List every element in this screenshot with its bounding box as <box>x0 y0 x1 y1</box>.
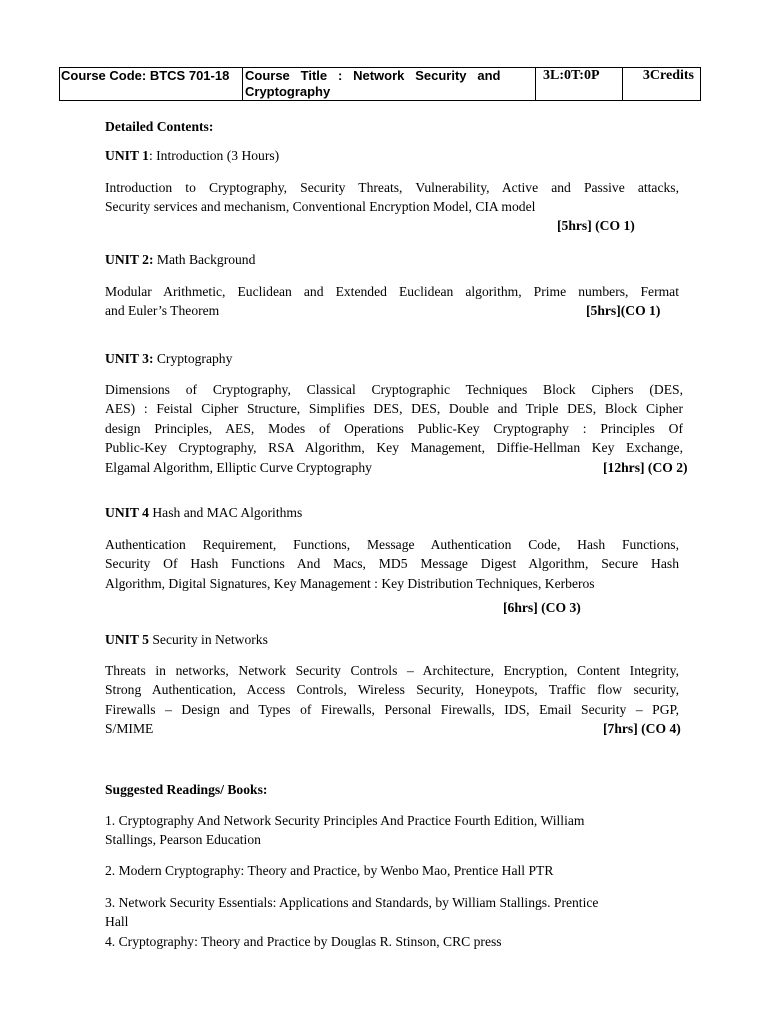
unit-4-label: UNIT 4 <box>105 505 149 520</box>
unit-1-hours: [5hrs] (CO 1) <box>557 218 635 233</box>
unit-5-label: UNIT 5 <box>105 632 149 647</box>
unit-5-heading-line <box>105 630 679 649</box>
unit-3-body-line: design Principles, AES, Modes of Operations Public-Key Cryptography : Principles Of <box>105 420 683 436</box>
unit-5-hours: [7hrs] (CO 4) <box>603 721 681 736</box>
unit-2-body-line: and Euler’s Theorem <box>105 303 220 319</box>
readings-heading: Suggested Readings/ Books: <box>105 782 268 797</box>
unit-4-body-line: Algorithm, Digital Signatures, Key Management : Key Distribution Techniques, Kerberos <box>105 575 595 591</box>
unit-1-title: : Introduction (3 Hours) <box>148 148 280 163</box>
unit-2-title: Math Background <box>153 252 256 267</box>
unit-3-title: Cryptography <box>153 351 233 366</box>
unit-3-hours: [12hrs] (CO 2) <box>603 460 688 475</box>
unit-5-body-line: Strong Authentication, Access Controls, Wireless Security, Honeypots, Traffic flow security, <box>105 682 679 698</box>
unit-2-heading-line <box>105 250 679 269</box>
unit-5-body-line: S/MIME <box>105 721 154 737</box>
unit-4-title: Hash and MAC Algorithms <box>148 505 303 520</box>
reading-item-line: Stallings, Pearson Education <box>105 832 261 848</box>
course-code: Course Code: BTCS 701-18 <box>60 68 243 101</box>
unit-4-body-line: Authentication Requirement, Functions, Message Authentication Code, Hash Functions, <box>105 537 679 552</box>
course-title: Course Title : Network Security and <box>245 68 501 83</box>
course-credits: 3Credits <box>623 68 701 101</box>
reading-item-line: 3. Network Security Essentials: Applications and Standards, by William Stallings. Prentice <box>105 895 599 910</box>
detailed-contents-heading: Detailed Contents: <box>105 119 214 134</box>
unit-4-heading-line <box>105 503 679 522</box>
reading-item-line: 1. Cryptography And Network Security Principles And Practice Fourth Edition, William <box>105 813 585 828</box>
course-title-cell <box>243 68 536 101</box>
unit-5-body-line: Firewalls – Design and Types of Firewalls, Personal Firewalls, IDS, Email Security – PGP, <box>105 701 679 717</box>
unit-1-body-line: Introduction to Cryptography, Security Threats, Vulnerability, Active and Passive attacks, <box>105 180 679 195</box>
unit-5-body <box>105 661 679 739</box>
unit-5-body-line: Threats in networks, Network Security Controls – Architecture, Encryption, Content Integrity, <box>105 663 679 678</box>
unit-3-body-line: Elgamal Algorithm, Elliptic Curve Cryptography <box>105 459 372 475</box>
reading-item-line: 2. Modern Cryptography: Theory and Practice, by Wenbo Mao, Prentice Hall PTR <box>105 863 554 878</box>
course-header-table <box>59 67 701 101</box>
unit-3-body-line: Public-Key Cryptography, RSA Algorithm, Key Management, Diffie-Hellman Key Exchange, <box>105 440 683 456</box>
unit-3-body <box>105 380 683 477</box>
unit-5-title: Security in Networks <box>148 632 268 647</box>
reading-item-line: Hall <box>105 914 129 930</box>
unit-3-heading-line <box>105 349 679 368</box>
reading-item <box>105 932 665 951</box>
reading-item <box>105 893 675 932</box>
unit-2-hours: [5hrs](CO 1) <box>586 303 661 318</box>
unit-1-body-line: Security services and mechanism, Conventional Encryption Model, CIA model <box>105 199 536 215</box>
unit-4-body-line: Security Of Hash Functions And Macs, MD5 Message Digest Algorithm, Secure Hash <box>105 556 679 572</box>
course-header-row <box>60 68 701 101</box>
reading-item <box>105 811 665 850</box>
unit-3-body-line: AES) : Feistal Cipher Structure, Simplifies DES, DES, Double and Triple DES, Block Cipher <box>105 401 683 417</box>
reading-item-line: 4. Cryptography: Theory and Practice by Douglas R. Stinson, CRC press <box>105 934 502 949</box>
unit-2-label: UNIT 2: <box>105 252 154 267</box>
unit-1-heading-line <box>105 146 679 165</box>
unit-1-body <box>105 178 679 217</box>
unit-3-body-line: Dimensions of Cryptography, Classical Cryptographic Techniques Block Ciphers (DES, <box>105 382 683 397</box>
unit-4-body <box>105 535 679 593</box>
reading-item <box>105 861 665 880</box>
unit-3-label: UNIT 3: <box>105 351 154 366</box>
unit-4-hours: [6hrs] (CO 3) <box>503 600 581 615</box>
course-ltp: 3L:0T:0P <box>536 68 623 101</box>
course-title-continued: Cryptography <box>245 84 331 99</box>
unit-2-body-line: Modular Arithmetic, Euclidean and Extended Euclidean algorithm, Prime numbers, Fermat <box>105 284 679 299</box>
unit-1-label: UNIT 1 <box>105 148 149 163</box>
